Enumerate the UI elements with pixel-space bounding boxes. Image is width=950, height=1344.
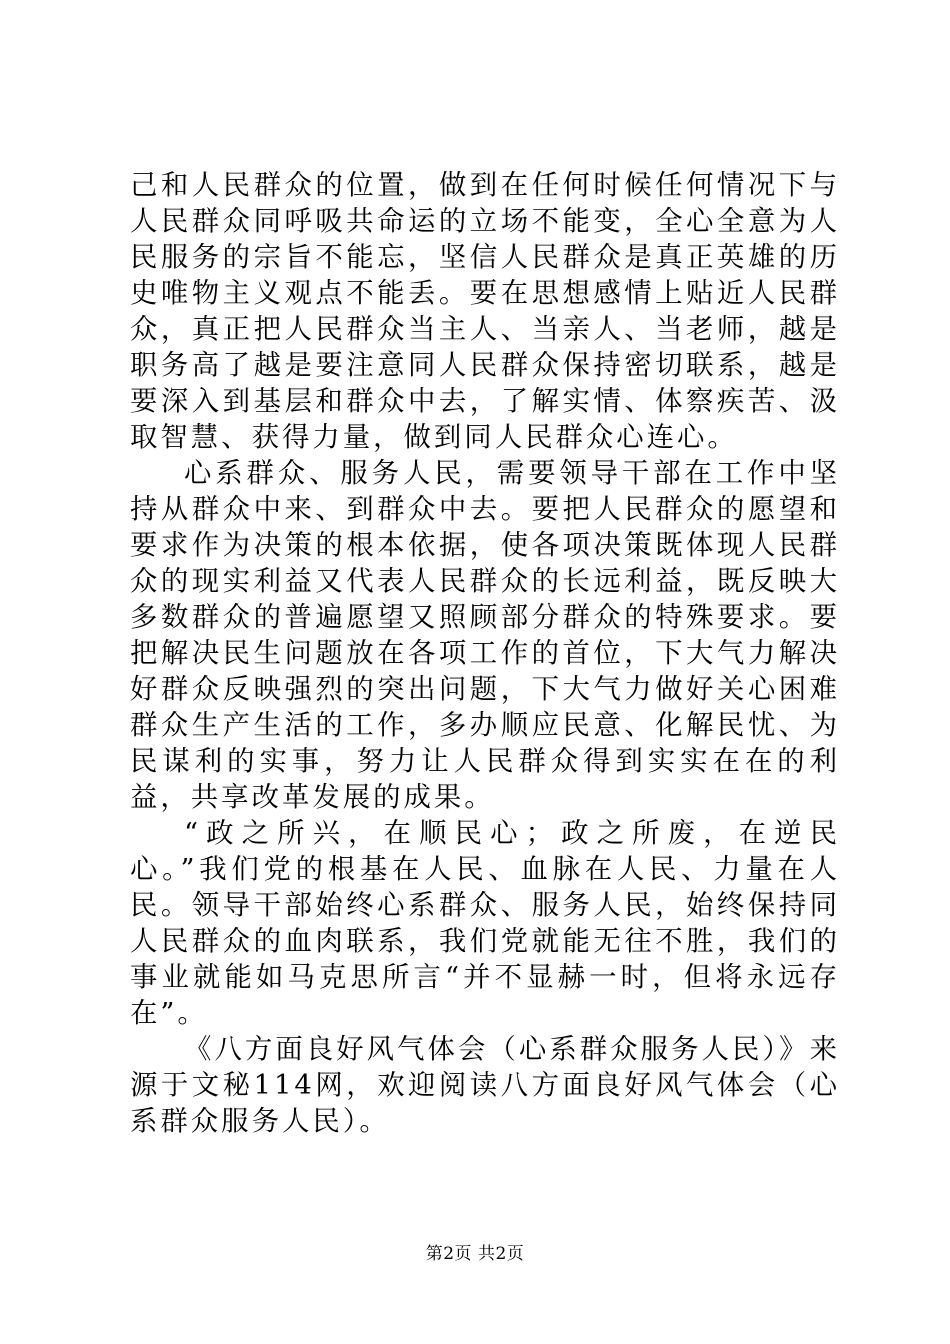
paragraph-3: “政之所兴，在顺民心；政之所废，在逆民心。”我们党的根基在人民、血脉在人民、力量在人民。领导干部始终心系群众、服务人民，始终保持同人民群众的血肉联系，我们党就能无往不胜，我们的事业就能如马克思所言“并不显赫一时，但将永远存在”。 — [130, 818, 840, 1029]
paragraph-4: 《八方面良好风气体会（心系群众服务人民）》来源于文秘114网，欢迎阅读八方面良好风气体会（心系群众服务人民）。 — [130, 1034, 840, 1137]
paragraph-1: 己和人民群众的位置，做到在任何时候任何情况下与人民群众同呼吸共命运的立场不能变，全心全意为人民服务的宗旨不能忘，坚信人民群众是真正英雄的历史唯物主义观点不能丢。要在思想感情上贴近人民群众，真正把人民群众当主人、当亲人、当老师，越是职务高了越是要注意同人民群众保持密切联系，越是要深入到基层和群众中去，了解实情、体察疾苦、汲取智慧、获得力量，做到同人民群众心连心。 — [130, 170, 840, 453]
document-body — [130, 168, 840, 1140]
page-number-footer: 第2页 共2页 — [425, 1244, 525, 1264]
paragraph-2: 心系群众、服务人民，需要领导干部在工作中坚持从群众中来、到群众中去。要把人民群众的愿望和要求作为决策的根本依据，使各项决策既体现人民群众的现实利益又代表人民群众的长远利益，既反映大多数群众的普遍愿望又照顾部分群众的特殊要求。要把解决民生问题放在各项工作的首位，下大气力解决好群众反映强烈的突出问题，下大气力做好关心困难群众生产生活的工作，多办顺应民意、化解民忧、为民谋利的实事，努力让人民群众得到实实在在的利益，共享改革发展的成果。 — [130, 458, 840, 813]
